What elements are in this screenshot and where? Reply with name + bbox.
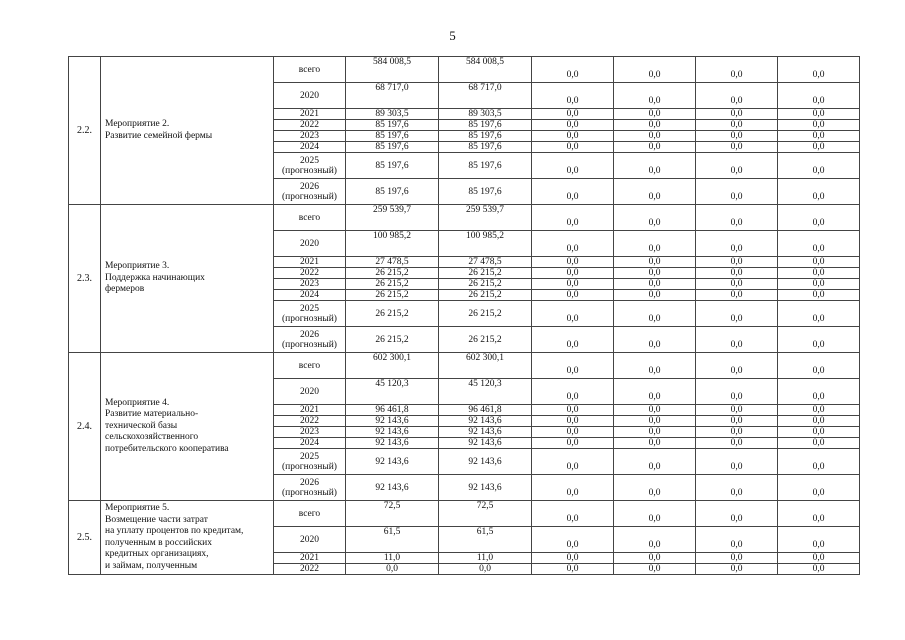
source-amount-cell: 85 197,6 xyxy=(439,131,532,142)
total-amount-cell: 11,0 xyxy=(346,553,439,564)
zero-amount-cell: 0,0 xyxy=(696,57,778,83)
zero-amount-cell: 0,0 xyxy=(778,57,860,83)
zero-amount-cell: 0,0 xyxy=(614,231,696,257)
measure-name: Мероприятие 4. Развитие материально- технической базы сельскохозяйственного потребительского кооператива xyxy=(101,353,274,501)
zero-amount-cell: 0,0 xyxy=(614,438,696,449)
zero-amount-cell: 0,0 xyxy=(532,179,614,205)
zero-amount-cell: 0,0 xyxy=(614,153,696,179)
total-amount-cell: 89 303,5 xyxy=(346,109,439,120)
zero-amount-cell: 0,0 xyxy=(614,475,696,501)
year-cell: 2025 (прогнозный) xyxy=(274,301,346,327)
zero-amount-cell: 0,0 xyxy=(696,438,778,449)
year-cell: всего xyxy=(274,353,346,379)
zero-amount-cell: 0,0 xyxy=(778,205,860,231)
zero-amount-cell: 0,0 xyxy=(532,57,614,83)
zero-amount-cell: 0,0 xyxy=(614,142,696,153)
source-amount-cell: 85 197,6 xyxy=(439,120,532,131)
year-cell: всего xyxy=(274,205,346,231)
zero-amount-cell: 0,0 xyxy=(778,231,860,257)
year-cell: 2022 xyxy=(274,268,346,279)
source-amount-cell: 584 008,5 xyxy=(439,57,532,83)
zero-amount-cell: 0,0 xyxy=(696,379,778,405)
total-amount-cell: 26 215,2 xyxy=(346,301,439,327)
source-amount-cell: 92 143,6 xyxy=(439,416,532,427)
zero-amount-cell: 0,0 xyxy=(696,268,778,279)
zero-amount-cell: 0,0 xyxy=(696,83,778,109)
total-amount-cell: 85 197,6 xyxy=(346,179,439,205)
total-amount-cell: 92 143,6 xyxy=(346,449,439,475)
zero-amount-cell: 0,0 xyxy=(532,109,614,120)
total-amount-cell: 26 215,2 xyxy=(346,279,439,290)
zero-amount-cell: 0,0 xyxy=(778,527,860,553)
zero-amount-cell: 0,0 xyxy=(532,120,614,131)
zero-amount-cell: 0,0 xyxy=(778,353,860,379)
year-cell: 2020 xyxy=(274,231,346,257)
total-amount-cell: 0,0 xyxy=(346,564,439,575)
zero-amount-cell: 0,0 xyxy=(778,405,860,416)
zero-amount-cell: 0,0 xyxy=(532,327,614,353)
zero-amount-cell: 0,0 xyxy=(696,353,778,379)
zero-amount-cell: 0,0 xyxy=(614,353,696,379)
year-cell: 2023 xyxy=(274,279,346,290)
zero-amount-cell: 0,0 xyxy=(614,57,696,83)
measure-name: Мероприятие 5. Возмещение части затрат на уплату процентов по кредитам, полученным в российских кредитных организациях, и займам, полученным xyxy=(101,501,274,575)
zero-amount-cell: 0,0 xyxy=(614,527,696,553)
year-cell: 2026 (прогнозный) xyxy=(274,179,346,205)
year-cell: 2025 (прогнозный) xyxy=(274,153,346,179)
zero-amount-cell: 0,0 xyxy=(696,290,778,301)
zero-amount-cell: 0,0 xyxy=(696,405,778,416)
zero-amount-cell: 0,0 xyxy=(778,475,860,501)
zero-amount-cell: 0,0 xyxy=(778,179,860,205)
source-amount-cell: 92 143,6 xyxy=(439,449,532,475)
source-amount-cell: 259 539,7 xyxy=(439,205,532,231)
year-cell: всего xyxy=(274,501,346,527)
table-row xyxy=(69,57,860,83)
zero-amount-cell: 0,0 xyxy=(614,131,696,142)
zero-amount-cell: 0,0 xyxy=(614,268,696,279)
zero-amount-cell: 0,0 xyxy=(778,290,860,301)
source-amount-cell: 602 300,1 xyxy=(439,353,532,379)
zero-amount-cell: 0,0 xyxy=(778,327,860,353)
total-amount-cell: 26 215,2 xyxy=(346,327,439,353)
zero-amount-cell: 0,0 xyxy=(696,553,778,564)
zero-amount-cell: 0,0 xyxy=(696,153,778,179)
zero-amount-cell: 0,0 xyxy=(696,475,778,501)
zero-amount-cell: 0,0 xyxy=(778,268,860,279)
zero-amount-cell: 0,0 xyxy=(532,301,614,327)
total-amount-cell: 96 461,8 xyxy=(346,405,439,416)
zero-amount-cell: 0,0 xyxy=(532,475,614,501)
zero-amount-cell: 0,0 xyxy=(778,379,860,405)
source-amount-cell: 61,5 xyxy=(439,527,532,553)
measure-code: 2.4. xyxy=(69,353,101,501)
zero-amount-cell: 0,0 xyxy=(532,501,614,527)
total-amount-cell: 85 197,6 xyxy=(346,131,439,142)
year-cell: 2026 (прогнозный) xyxy=(274,475,346,501)
zero-amount-cell: 0,0 xyxy=(614,564,696,575)
year-cell: 2021 xyxy=(274,257,346,268)
source-amount-cell: 96 461,8 xyxy=(439,405,532,416)
zero-amount-cell: 0,0 xyxy=(696,279,778,290)
zero-amount-cell: 0,0 xyxy=(614,83,696,109)
source-amount-cell: 0,0 xyxy=(439,564,532,575)
zero-amount-cell: 0,0 xyxy=(778,427,860,438)
zero-amount-cell: 0,0 xyxy=(532,353,614,379)
zero-amount-cell: 0,0 xyxy=(696,109,778,120)
source-amount-cell: 85 197,6 xyxy=(439,153,532,179)
zero-amount-cell: 0,0 xyxy=(696,301,778,327)
zero-amount-cell: 0,0 xyxy=(614,449,696,475)
zero-amount-cell: 0,0 xyxy=(532,564,614,575)
source-amount-cell: 92 143,6 xyxy=(439,438,532,449)
source-amount-cell: 26 215,2 xyxy=(439,279,532,290)
year-cell: 2022 xyxy=(274,416,346,427)
total-amount-cell: 584 008,5 xyxy=(346,57,439,83)
zero-amount-cell: 0,0 xyxy=(614,279,696,290)
zero-amount-cell: 0,0 xyxy=(778,131,860,142)
zero-amount-cell: 0,0 xyxy=(778,120,860,131)
source-amount-cell: 89 303,5 xyxy=(439,109,532,120)
year-cell: 2020 xyxy=(274,527,346,553)
zero-amount-cell: 0,0 xyxy=(614,120,696,131)
zero-amount-cell: 0,0 xyxy=(696,327,778,353)
zero-amount-cell: 0,0 xyxy=(532,449,614,475)
source-amount-cell: 26 215,2 xyxy=(439,268,532,279)
zero-amount-cell: 0,0 xyxy=(532,416,614,427)
year-cell: 2022 xyxy=(274,120,346,131)
year-cell: 2021 xyxy=(274,109,346,120)
zero-amount-cell: 0,0 xyxy=(532,438,614,449)
total-amount-cell: 45 120,3 xyxy=(346,379,439,405)
zero-amount-cell: 0,0 xyxy=(532,427,614,438)
total-amount-cell: 100 985,2 xyxy=(346,231,439,257)
zero-amount-cell: 0,0 xyxy=(532,142,614,153)
source-amount-cell: 100 985,2 xyxy=(439,231,532,257)
year-cell: 2021 xyxy=(274,553,346,564)
measure-name: Мероприятие 2. Развитие семейной фермы xyxy=(101,57,274,205)
source-amount-cell: 92 143,6 xyxy=(439,427,532,438)
total-amount-cell: 92 143,6 xyxy=(346,416,439,427)
source-amount-cell: 85 197,6 xyxy=(439,179,532,205)
zero-amount-cell: 0,0 xyxy=(696,427,778,438)
total-amount-cell: 85 197,6 xyxy=(346,153,439,179)
source-amount-cell: 68 717,0 xyxy=(439,83,532,109)
year-cell: 2024 xyxy=(274,142,346,153)
total-amount-cell: 602 300,1 xyxy=(346,353,439,379)
zero-amount-cell: 0,0 xyxy=(696,257,778,268)
zero-amount-cell: 0,0 xyxy=(532,268,614,279)
zero-amount-cell: 0,0 xyxy=(532,405,614,416)
zero-amount-cell: 0,0 xyxy=(614,427,696,438)
year-cell: 2021 xyxy=(274,405,346,416)
zero-amount-cell: 0,0 xyxy=(696,527,778,553)
zero-amount-cell: 0,0 xyxy=(532,131,614,142)
zero-amount-cell: 0,0 xyxy=(614,501,696,527)
zero-amount-cell: 0,0 xyxy=(532,153,614,179)
measure-name: Мероприятие 3. Поддержка начинающих фермеров xyxy=(101,205,274,353)
zero-amount-cell: 0,0 xyxy=(532,257,614,268)
source-amount-cell: 26 215,2 xyxy=(439,327,532,353)
measure-code: 2.2. xyxy=(69,57,101,205)
zero-amount-cell: 0,0 xyxy=(696,416,778,427)
zero-amount-cell: 0,0 xyxy=(696,231,778,257)
total-amount-cell: 68 717,0 xyxy=(346,83,439,109)
year-cell: 2023 xyxy=(274,131,346,142)
total-amount-cell: 72,5 xyxy=(346,501,439,527)
budget-table xyxy=(68,56,860,575)
zero-amount-cell: 0,0 xyxy=(614,553,696,564)
zero-amount-cell: 0,0 xyxy=(532,290,614,301)
total-amount-cell: 61,5 xyxy=(346,527,439,553)
zero-amount-cell: 0,0 xyxy=(696,564,778,575)
zero-amount-cell: 0,0 xyxy=(532,527,614,553)
zero-amount-cell: 0,0 xyxy=(614,416,696,427)
zero-amount-cell: 0,0 xyxy=(614,379,696,405)
zero-amount-cell: 0,0 xyxy=(532,231,614,257)
zero-amount-cell: 0,0 xyxy=(532,553,614,564)
zero-amount-cell: 0,0 xyxy=(778,153,860,179)
source-amount-cell: 92 143,6 xyxy=(439,475,532,501)
zero-amount-cell: 0,0 xyxy=(614,257,696,268)
year-cell: 2024 xyxy=(274,290,346,301)
zero-amount-cell: 0,0 xyxy=(696,205,778,231)
page-number: 5 xyxy=(449,28,456,43)
zero-amount-cell: 0,0 xyxy=(532,205,614,231)
zero-amount-cell: 0,0 xyxy=(614,301,696,327)
year-cell: 2026 (прогнозный) xyxy=(274,327,346,353)
zero-amount-cell: 0,0 xyxy=(778,438,860,449)
year-cell: 2020 xyxy=(274,83,346,109)
table-row xyxy=(69,205,860,231)
zero-amount-cell: 0,0 xyxy=(696,179,778,205)
total-amount-cell: 92 143,6 xyxy=(346,475,439,501)
measure-code: 2.3. xyxy=(69,205,101,353)
zero-amount-cell: 0,0 xyxy=(614,327,696,353)
zero-amount-cell: 0,0 xyxy=(778,449,860,475)
zero-amount-cell: 0,0 xyxy=(614,179,696,205)
zero-amount-cell: 0,0 xyxy=(614,205,696,231)
zero-amount-cell: 0,0 xyxy=(778,553,860,564)
zero-amount-cell: 0,0 xyxy=(696,120,778,131)
source-amount-cell: 26 215,2 xyxy=(439,301,532,327)
year-cell: всего xyxy=(274,57,346,83)
zero-amount-cell: 0,0 xyxy=(532,279,614,290)
zero-amount-cell: 0,0 xyxy=(532,83,614,109)
zero-amount-cell: 0,0 xyxy=(778,416,860,427)
total-amount-cell: 259 539,7 xyxy=(346,205,439,231)
zero-amount-cell: 0,0 xyxy=(778,109,860,120)
total-amount-cell: 92 143,6 xyxy=(346,438,439,449)
measure-code: 2.5. xyxy=(69,501,101,575)
total-amount-cell: 27 478,5 xyxy=(346,257,439,268)
source-amount-cell: 11,0 xyxy=(439,553,532,564)
zero-amount-cell: 0,0 xyxy=(778,501,860,527)
zero-amount-cell: 0,0 xyxy=(778,142,860,153)
zero-amount-cell: 0,0 xyxy=(778,83,860,109)
source-amount-cell: 45 120,3 xyxy=(439,379,532,405)
zero-amount-cell: 0,0 xyxy=(778,279,860,290)
zero-amount-cell: 0,0 xyxy=(696,501,778,527)
total-amount-cell: 92 143,6 xyxy=(346,427,439,438)
year-cell: 2024 xyxy=(274,438,346,449)
zero-amount-cell: 0,0 xyxy=(614,405,696,416)
source-amount-cell: 27 478,5 xyxy=(439,257,532,268)
zero-amount-cell: 0,0 xyxy=(696,131,778,142)
zero-amount-cell: 0,0 xyxy=(532,379,614,405)
total-amount-cell: 85 197,6 xyxy=(346,120,439,131)
year-cell: 2022 xyxy=(274,564,346,575)
total-amount-cell: 85 197,6 xyxy=(346,142,439,153)
zero-amount-cell: 0,0 xyxy=(778,301,860,327)
total-amount-cell: 26 215,2 xyxy=(346,290,439,301)
table-row xyxy=(69,501,860,527)
source-amount-cell: 26 215,2 xyxy=(439,290,532,301)
year-cell: 2025 (прогнозный) xyxy=(274,449,346,475)
zero-amount-cell: 0,0 xyxy=(778,257,860,268)
year-cell: 2020 xyxy=(274,379,346,405)
zero-amount-cell: 0,0 xyxy=(696,142,778,153)
zero-amount-cell: 0,0 xyxy=(614,109,696,120)
zero-amount-cell: 0,0 xyxy=(778,564,860,575)
zero-amount-cell: 0,0 xyxy=(614,290,696,301)
source-amount-cell: 72,5 xyxy=(439,501,532,527)
table-body xyxy=(69,57,860,575)
total-amount-cell: 26 215,2 xyxy=(346,268,439,279)
source-amount-cell: 85 197,6 xyxy=(439,142,532,153)
zero-amount-cell: 0,0 xyxy=(696,449,778,475)
year-cell: 2023 xyxy=(274,427,346,438)
table-row xyxy=(69,353,860,379)
